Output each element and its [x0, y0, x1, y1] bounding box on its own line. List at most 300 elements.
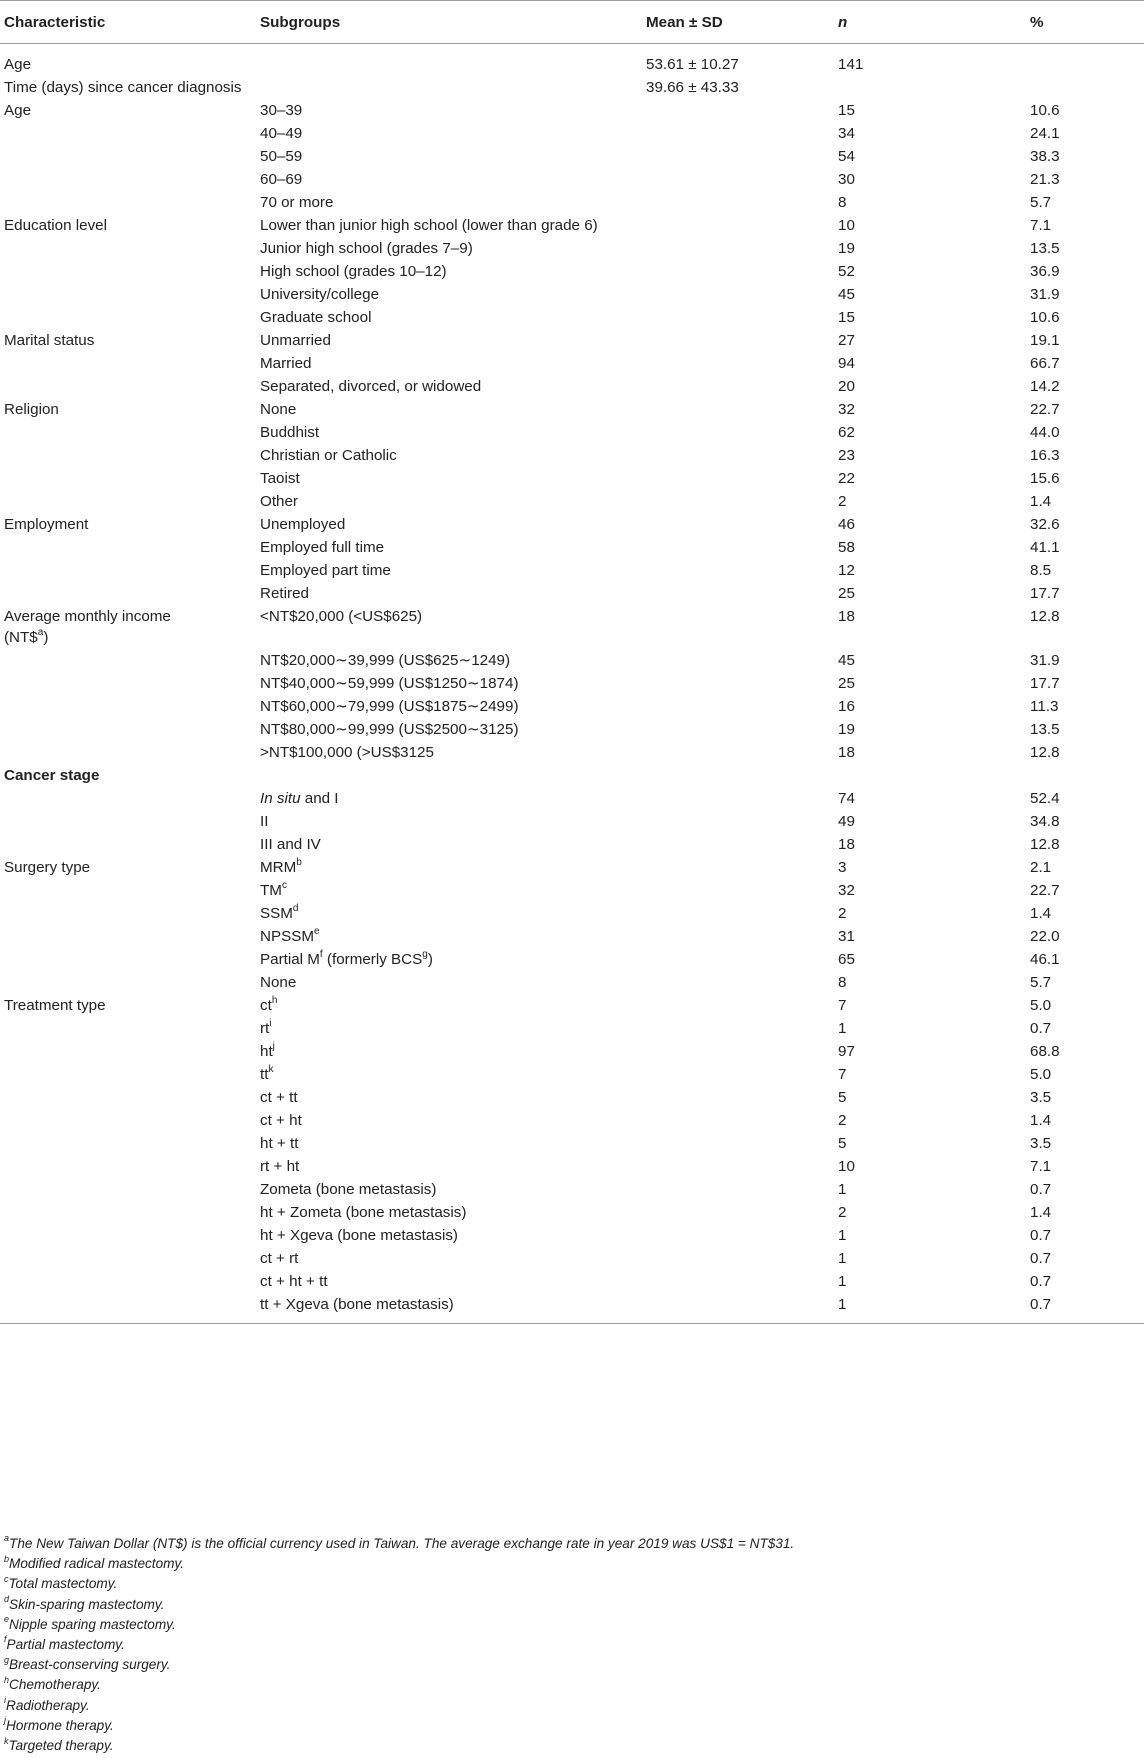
subgroup-text: Graduate school [260, 309, 372, 326]
table-row [0, 466, 1144, 489]
cell-percent: 38.3 [1030, 148, 1060, 165]
footnote-text: Modified radical mastectomy. [9, 1556, 185, 1572]
cell-subgroup [256, 1154, 642, 1177]
subgroup-text: ht + tt [260, 1135, 299, 1152]
cell-mean-sd [642, 443, 834, 466]
characteristic-text: Education level [4, 217, 108, 234]
cell-characteristic [0, 466, 256, 489]
table-row [0, 558, 1144, 581]
table-row [0, 1246, 1144, 1269]
cell-mean-sd [642, 1223, 834, 1246]
cell-mean-sd [642, 512, 834, 535]
subgroup-text: ct + ht + tt [260, 1273, 328, 1290]
cell-n: 45 [838, 286, 855, 303]
table-row [0, 236, 1144, 259]
footnote-item [4, 1635, 794, 1655]
cell-mean-sd [642, 236, 834, 259]
cell-mean-sd [642, 282, 834, 305]
cell-mean-sd [642, 740, 834, 763]
table-header-row [0, 1, 1144, 44]
cell-mean-sd [642, 1200, 834, 1223]
footnote-mark: f [319, 948, 323, 960]
cell-subgroup [256, 489, 642, 512]
subgroup-italic-text: In situ [260, 790, 301, 807]
table-row [0, 190, 1144, 213]
cell-subgroup [256, 855, 642, 878]
subgroup-text: SSM [260, 905, 293, 922]
cell-mean-sd [642, 1062, 834, 1085]
cell-percent: 5.7 [1030, 974, 1052, 991]
cell-subgroup [256, 581, 642, 604]
cell-percent: 12.8 [1030, 608, 1060, 625]
table-row [0, 809, 1144, 832]
cell-percent: 0.7 [1030, 1227, 1052, 1244]
cell-subgroup [256, 1269, 642, 1292]
cell-mean-sd [642, 809, 834, 832]
cell-percent [1026, 763, 1144, 786]
cell-n: 23 [838, 447, 855, 464]
characteristic-text: Time (days) since cancer diagnosis [4, 79, 242, 96]
cell-n: 7 [838, 997, 847, 1014]
cell-n: 52 [838, 263, 855, 280]
table-body [0, 44, 1144, 1324]
table-row [0, 397, 1144, 420]
cell-mean-sd [642, 1085, 834, 1108]
subgroup-text: and I [300, 790, 339, 807]
footnote-item [4, 1716, 794, 1736]
cell-characteristic [0, 1016, 256, 1039]
cell-subgroup [256, 947, 642, 970]
cell-n: 62 [838, 424, 855, 441]
cell-subgroup [256, 374, 642, 397]
subgroup-text: MRM [260, 859, 297, 876]
cell-characteristic [0, 671, 256, 694]
cell-subgroup [256, 878, 642, 901]
cell-n: 2 [838, 1112, 847, 1129]
cell-n: 1 [838, 1181, 847, 1198]
table-row [0, 740, 1144, 763]
header-characteristic: Characteristic [0, 1, 256, 44]
footnote-text: The New Taiwan Dollar (NT$) is the official currency used in Taiwan. The average exchange rate in year 2019 was US$1 = NT$31. [9, 1536, 795, 1551]
cell-characteristic [0, 144, 256, 167]
cell-subgroup [256, 397, 642, 420]
cell-mean-sd [642, 1016, 834, 1039]
cell-percent: 21.3 [1030, 171, 1060, 188]
subgroup-text: II [260, 813, 269, 830]
cell-n: 5 [838, 1135, 847, 1152]
subgroup-text: ht [260, 1043, 273, 1060]
cell-n: 7 [838, 1066, 847, 1083]
cell-characteristic [0, 1223, 256, 1246]
table-row [0, 717, 1144, 740]
cell-subgroup [256, 648, 642, 671]
subgroup-text: TM [260, 882, 282, 899]
cell-n: 34 [838, 125, 855, 142]
cell-percent: 32.6 [1030, 516, 1060, 533]
cell-subgroup [256, 717, 642, 740]
footnote-item [4, 1736, 794, 1756]
footnote-text: Skin-sparing mastectomy. [9, 1596, 165, 1612]
cell-mean-sd [642, 581, 834, 604]
cell-subgroup [256, 1200, 642, 1223]
cell-percent: 16.3 [1030, 447, 1060, 464]
cell-mean-sd [642, 121, 834, 144]
cell-characteristic [0, 694, 256, 717]
cell-n: 65 [838, 951, 855, 968]
cell-mean-sd [642, 1177, 834, 1200]
cell-subgroup [256, 512, 642, 535]
subgroup-text: 70 or more [260, 194, 334, 211]
cell-characteristic [0, 236, 256, 259]
table-row [0, 1016, 1144, 1039]
table-row [0, 604, 1144, 648]
subgroup-text: rt + ht [260, 1158, 300, 1175]
table-row [0, 1292, 1144, 1324]
cell-characteristic [0, 1246, 256, 1269]
cell-n: 46 [838, 516, 855, 533]
cell-percent: 22.7 [1030, 882, 1060, 899]
cell-percent: 5.7 [1030, 194, 1052, 211]
subgroup-text: Married [260, 355, 312, 372]
footnote-mark: k [268, 1063, 274, 1075]
cell-subgroup [256, 420, 642, 443]
subgroup-text: 40–49 [260, 125, 303, 142]
cell-n: 15 [838, 102, 855, 119]
subgroup-text: 60–69 [260, 171, 303, 188]
cell-mean-sd [642, 993, 834, 1016]
cell-mean-sd [642, 604, 834, 648]
table-row [0, 512, 1144, 535]
cell-mean-sd [642, 671, 834, 694]
cell-percent: 24.1 [1030, 125, 1060, 142]
cell-subgroup [256, 993, 642, 1016]
table-row [0, 763, 1144, 786]
cell-subgroup [256, 1016, 642, 1039]
table-row [0, 259, 1144, 282]
cell-n: 31 [838, 928, 855, 945]
cell-subgroup [256, 328, 642, 351]
cell-percent: 2.1 [1030, 859, 1052, 876]
table-row [0, 993, 1144, 1016]
cell-percent: 12.8 [1030, 836, 1060, 853]
cell-n: 8 [838, 194, 847, 211]
subgroup-text: <NT$20,000 (<US$625) [260, 608, 423, 625]
cell-characteristic [0, 1292, 256, 1324]
subgroup-text: Junior high school (grades 7–9) [260, 240, 473, 257]
table-row [0, 167, 1144, 190]
subgroup-tail: ) [427, 951, 433, 968]
footnote-text: Total mastectomy. [8, 1576, 118, 1592]
subgroup-text: tt + Xgeva (bone metastasis) [260, 1296, 454, 1313]
table-row [0, 671, 1144, 694]
cell-n: 19 [838, 240, 855, 257]
table-row [0, 581, 1144, 604]
cell-n: 2 [838, 493, 847, 510]
footnote-text: Partial mastectomy. [6, 1637, 125, 1653]
cell-mean-sd [642, 855, 834, 878]
cell-subgroup [256, 213, 642, 236]
subgroup-text: tt [260, 1066, 269, 1083]
cell-characteristic [0, 740, 256, 763]
cell-percent [1026, 75, 1144, 98]
subgroup-text: Retired [260, 585, 309, 602]
cell-subgroup [256, 351, 642, 374]
cell-n: 25 [838, 675, 855, 692]
cell-n: 1 [834, 1292, 1026, 1324]
subgroup-text: Other [260, 493, 298, 510]
table-row [0, 443, 1144, 466]
subgroup-text: Christian or Catholic [260, 447, 397, 464]
cell-characteristic [0, 213, 256, 236]
cell-mean-sd [642, 1039, 834, 1062]
cell-characteristic [0, 282, 256, 305]
footnote-mark: h [4, 1674, 10, 1685]
cell-characteristic [0, 786, 256, 809]
subgroup-text: 30–39 [260, 102, 303, 119]
cell-percent: 1.4 [1030, 493, 1052, 510]
cell-subgroup [256, 809, 642, 832]
cell-characteristic [0, 855, 256, 878]
cell-percent: 22.0 [1030, 928, 1060, 945]
cell-subgroup [256, 1108, 642, 1131]
cell-percent: 13.5 [1030, 240, 1060, 257]
cell-subgroup [256, 1039, 642, 1062]
cell-n: 3 [838, 859, 847, 876]
cell-n: 1 [838, 1273, 847, 1290]
cell-mean-sd [642, 1269, 834, 1292]
header-mean-sd: Mean ± SD [642, 1, 834, 44]
cell-characteristic [0, 1177, 256, 1200]
table-row [0, 947, 1144, 970]
footnote-text: Breast-conserving surgery. [9, 1657, 171, 1673]
footnote-text: Radiotherapy. [6, 1697, 90, 1713]
footnote-mark: k [4, 1735, 9, 1746]
cell-percent: 7.1 [1030, 1158, 1052, 1175]
cell-n: 8 [838, 974, 847, 991]
cell-mean-sd [642, 98, 834, 121]
table-row [0, 970, 1144, 993]
cell-characteristic [0, 512, 256, 535]
header-n [834, 1, 1026, 44]
footnote-item [4, 1554, 794, 1574]
cell-characteristic [0, 535, 256, 558]
cell-subgroup [256, 763, 642, 786]
cell-percent: 5.0 [1030, 997, 1052, 1014]
cell-characteristic [0, 763, 256, 786]
subgroup-text: Separated, divorced, or widowed [260, 378, 482, 395]
cell-mean-sd [642, 305, 834, 328]
cell-n: 97 [838, 1043, 855, 1060]
subgroup-text: rt [260, 1020, 270, 1037]
cell-percent: 1.4 [1030, 1112, 1052, 1129]
cell-mean-sd [642, 351, 834, 374]
table-row [0, 832, 1144, 855]
cell-characteristic [0, 1200, 256, 1223]
table-row [0, 786, 1144, 809]
cell-characteristic [0, 604, 256, 648]
cell-mean-sd [642, 489, 834, 512]
table-row [0, 1039, 1144, 1062]
cell-percent: 17.7 [1030, 675, 1060, 692]
cell-mean-sd [642, 466, 834, 489]
cell-percent: 44.0 [1030, 424, 1060, 441]
cell-subgroup [256, 1223, 642, 1246]
cell-percent: 10.6 [1030, 309, 1060, 326]
footnote-mark: b [296, 856, 302, 868]
cell-percent: 12.8 [1030, 744, 1060, 761]
cell-characteristic [0, 1039, 256, 1062]
subgroup-text: Unmarried [260, 332, 331, 349]
cell-subgroup [256, 901, 642, 924]
table-row [0, 535, 1144, 558]
cell-percent: 1.4 [1030, 1204, 1052, 1221]
table-row [0, 924, 1144, 947]
cell-percent: 8.5 [1030, 562, 1052, 579]
cell-subgroup [256, 305, 642, 328]
cell-mean-sd [642, 1108, 834, 1131]
cell-subgroup [256, 44, 642, 76]
table-row [0, 901, 1144, 924]
subgroup-text: Partial M [260, 951, 320, 968]
cell-percent: 68.8 [1030, 1043, 1060, 1060]
cell-n: 20 [838, 378, 855, 395]
footnote-mark: c [281, 879, 287, 891]
cell-n: 2 [838, 905, 847, 922]
cell-percent: 3.5 [1030, 1135, 1052, 1152]
cell-characteristic [0, 121, 256, 144]
cell-characteristic [0, 970, 256, 993]
table-row [0, 694, 1144, 717]
header-n-text: n [838, 13, 848, 31]
cell-characteristic [0, 397, 256, 420]
cell-characteristic [0, 167, 256, 190]
cell-percent: 31.9 [1030, 286, 1060, 303]
subgroup-text: Zometa (bone metastasis) [260, 1181, 437, 1198]
cell-characteristic [0, 832, 256, 855]
cell-percent: 17.7 [1030, 585, 1060, 602]
cell-mean-sd [642, 901, 834, 924]
cell-characteristic [0, 328, 256, 351]
footnote-mark: f [4, 1634, 7, 1645]
subgroup-text: ct + rt [260, 1250, 299, 1267]
subgroup-text: III and IV [260, 836, 321, 853]
header-percent: % [1026, 1, 1144, 44]
cell-characteristic [0, 44, 256, 76]
table-row [0, 1269, 1144, 1292]
cell-n: 18 [838, 744, 855, 761]
cell-mean-sd [642, 374, 834, 397]
footnote-text: Nipple sparing mastectomy. [9, 1616, 176, 1632]
cell-mean-sd [642, 947, 834, 970]
table-row [0, 1177, 1144, 1200]
characteristic-text: Age [4, 56, 32, 73]
cell-characteristic [0, 190, 256, 213]
cell-n: 141 [838, 56, 864, 73]
footnote-mark: g [4, 1654, 10, 1665]
cell-characteristic [0, 1131, 256, 1154]
characteristic-tail: ) [43, 629, 49, 646]
subgroup-text: University/college [260, 286, 380, 303]
cell-n: 1 [838, 1020, 847, 1037]
footnotes [4, 1534, 794, 1756]
cell-subgroup [256, 1292, 642, 1324]
cell-subgroup [256, 558, 642, 581]
cell-mean-sd [642, 167, 834, 190]
cell-characteristic [0, 420, 256, 443]
cell-percent: 0.7 [1030, 1273, 1052, 1290]
cell-mean-sd [642, 259, 834, 282]
footnote-mark: a [4, 1533, 10, 1544]
cell-percent: 7.1 [1030, 217, 1052, 234]
table-row [0, 1131, 1144, 1154]
table-row [0, 213, 1144, 236]
footnote-item [4, 1615, 794, 1635]
cell-n: 10 [838, 217, 855, 234]
cell-mean-sd [642, 970, 834, 993]
cell-n: 18 [838, 836, 855, 853]
cell-characteristic [0, 558, 256, 581]
cell-percent: 11.3 [1030, 698, 1059, 715]
characteristic-text: Marital status [4, 332, 95, 349]
cell-percent: 14.2 [1030, 378, 1060, 395]
cell-subgroup [256, 98, 642, 121]
footnote-mark: a [37, 626, 44, 638]
footnote-mark: j [4, 1715, 6, 1726]
table-row [0, 878, 1144, 901]
subgroup-text: NT$60,000∼79,999 (US$1875∼2499) [260, 698, 519, 715]
cell-percent: 0.7 [1030, 1250, 1052, 1267]
cell-n [834, 763, 1026, 786]
cell-subgroup [256, 970, 642, 993]
subgroup-text: 50–59 [260, 148, 303, 165]
cell-percent: 3.5 [1030, 1089, 1052, 1106]
footnote-mark: d [292, 902, 299, 914]
table-row [0, 144, 1144, 167]
footnote-item [4, 1574, 794, 1594]
cell-n: 22 [838, 470, 855, 487]
cell-percent: 0.7 [1030, 1020, 1052, 1037]
cell-n: 16 [838, 698, 855, 715]
cell-mean-sd [642, 420, 834, 443]
cell-characteristic [0, 878, 256, 901]
subgroup-text: Employed full time [260, 539, 385, 556]
cell-characteristic [0, 924, 256, 947]
cell-characteristic [0, 351, 256, 374]
characteristic-text: Cancer stage [4, 767, 100, 784]
cell-n: 18 [838, 608, 855, 625]
subgroup-text: Employed part time [260, 562, 391, 579]
cell-mean-sd [642, 648, 834, 671]
cell-mean-sd: 53.61 ± 10.27 [646, 56, 739, 73]
cell-subgroup [256, 604, 642, 648]
subgroup-tail: (formerly BCS [322, 951, 423, 968]
cell-characteristic [0, 489, 256, 512]
cell-subgroup [256, 1085, 642, 1108]
cell-percent: 19.1 [1030, 332, 1060, 349]
cell-mean-sd [642, 1246, 834, 1269]
cell-subgroup [256, 1062, 642, 1085]
cell-n: 94 [838, 355, 855, 372]
table-row [0, 1154, 1144, 1177]
table-row [0, 489, 1144, 512]
footnote-item [4, 1696, 794, 1716]
cell-mean-sd [642, 717, 834, 740]
cell-characteristic [0, 1269, 256, 1292]
subgroup-text: NT$40,000∼59,999 (US$1250∼1874) [260, 675, 519, 692]
cell-characteristic [0, 1085, 256, 1108]
cell-n: 27 [838, 332, 855, 349]
cell-mean-sd: 39.66 ± 43.33 [646, 79, 739, 96]
